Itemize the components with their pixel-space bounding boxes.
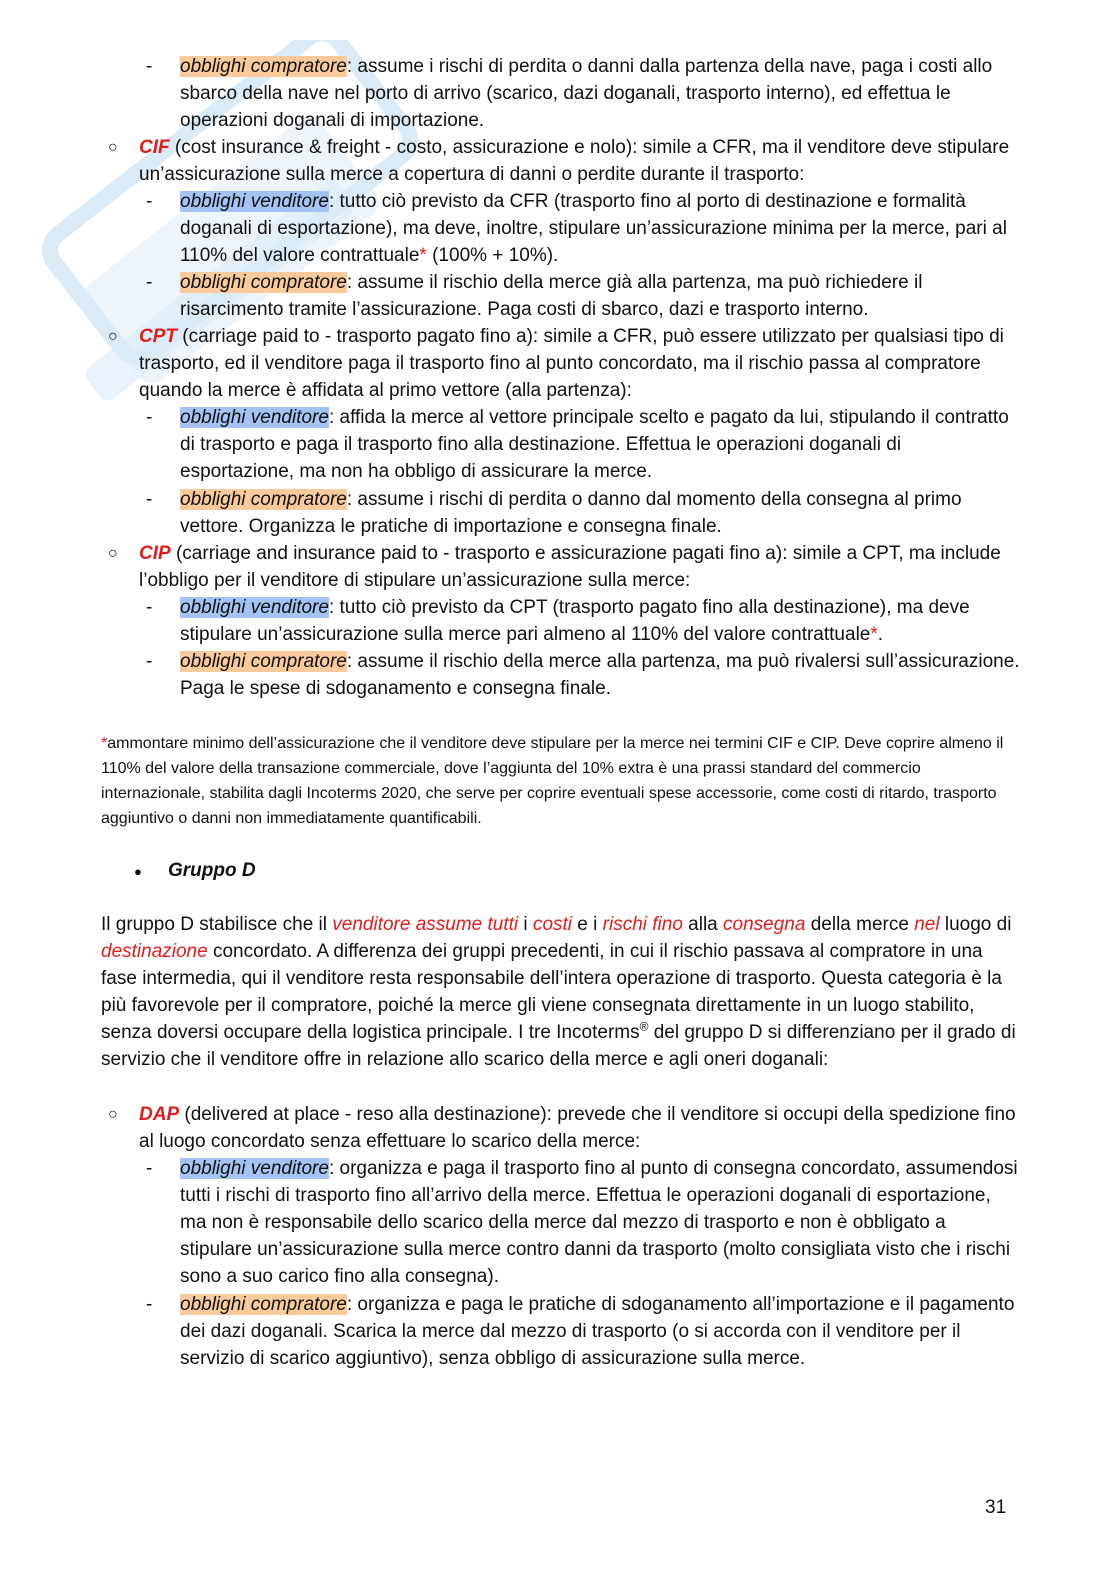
dash-bullet: - bbox=[146, 272, 153, 293]
cpt-buyer-item: obblighi compratore: assume i rischi di perdita o danno dal momento della consegna al primo vettore. Organizza le pratiche di importazione e consegna finale. bbox=[180, 489, 962, 537]
footnote-marker: * bbox=[870, 624, 878, 645]
dash-bullet: - bbox=[146, 651, 153, 672]
dash-bullet: - bbox=[146, 1158, 153, 1179]
seller-label: obblighi venditore bbox=[180, 407, 329, 428]
dash-bullet: - bbox=[146, 191, 153, 212]
cpt-code: CPT bbox=[139, 326, 177, 347]
cip-item: CIP (carriage and insurance paid to - trasporto e assicurazione pagati fino a): simile a CPT, ma include l’obbligo per il venditore di stipulare un’assicurazione sulla merce: bbox=[139, 543, 1001, 591]
cip-seller-item: obblighi venditore: tutto ciò previsto da CPT (trasporto pagato fino alla destinazione), ma deve stipulare un’assicurazione sulla merce pari almeno al 110% del valore contrattuale*. bbox=[180, 597, 970, 645]
group-d-heading: Gruppo D bbox=[168, 860, 256, 881]
cfr-buyer-item: obblighi compratore: assume i rischi di perdita o danni dalla partenza della nave, paga i costi allo sbarco della nave nel porto di arrivo (scarico, dazi doganali, trasporto interno), ed effettua le operazioni doganali di importazione. bbox=[180, 56, 993, 131]
cif-item: CIF (cost insurance & freight - costo, assicurazione e nolo): simile a CFR, ma il venditore deve stipulare un’assicurazione sulla merce a copertura di danni o perdite durante il trasporto: bbox=[139, 137, 1010, 185]
buyer-label: obblighi compratore bbox=[180, 272, 347, 293]
dap-seller-item: obblighi venditore: organizza e paga il trasporto fino al punto di consegna concordato, assumendosi tutti i rischi di trasporto fino all’arrivo della merce. Effettua le operazioni doganali di esportazione, ma non è responsabile dello scarico della merce dal mezzo di trasporto e non è obbligato a stipulare un’assicurazione sulla merce contro danni da trasporto (molto consigliata visto che i rischi sono a suo carico fino alla consegna). bbox=[180, 1158, 1018, 1287]
circle-bullet: ○ bbox=[108, 545, 118, 562]
dap-code: DAP bbox=[139, 1104, 180, 1125]
cip-code: CIP bbox=[139, 543, 171, 564]
circle-bullet: ○ bbox=[108, 139, 118, 156]
buyer-label: obblighi compratore bbox=[180, 1294, 347, 1315]
dash-bullet: - bbox=[146, 489, 153, 510]
circle-bullet: ○ bbox=[108, 1106, 118, 1123]
dash-bullet: - bbox=[146, 1294, 153, 1315]
dap-buyer-item: obblighi compratore: organizza e paga le pratiche di sdoganamento all’importazione e il pagamento dei dazi doganali. Scarica la merce dal mezzo di trasporto (o si accorda con il venditore per il servizio di scarico aggiuntivo), senza obbligo di assicurazione sulla merce. bbox=[180, 1294, 1015, 1369]
cif-code: CIF bbox=[139, 137, 170, 158]
group-d-paragraph: Il gruppo D stabilisce che il venditore assume tutti i costi e i rischi fino alla consegna della merce nel luogo di destinazione concordato. A differenza dei gruppi precedenti, in cui il rischio passava al compratore in una fase intermedia, qui il venditore resta responsabile dell’intera operazione di trasporto. Questa categoria è la più favorevole per il compratore, poiché la merce gli viene consegnata direttamente in un luogo stabilito, senza doversi occupare della logistica principale. I tre Incoterms® del gruppo D si differenziano per il grado di servizio che il venditore offre in relazione allo scarico della merce e agli oneri doganali: bbox=[101, 914, 1016, 1070]
dash-bullet: - bbox=[146, 56, 153, 77]
seller-label: obblighi venditore bbox=[180, 191, 329, 212]
cpt-item: CPT (carriage paid to - trasporto pagato fino a): simile a CFR, può essere utilizzato per qualsiasi tipo di trasporto, ed il venditore paga il trasporto fino al punto concordato, ma il rischio passa al compratore quando la merce è affidata al primo vettore (alla partenza): bbox=[139, 326, 1004, 401]
filled-bullet: ● bbox=[134, 864, 142, 879]
footnote: *ammontare minimo dell’assicurazione che il venditore deve stipulare per la merce nei termini CIF e CIP. Deve coprire almeno il 110% del valore della transazione commerciale, dove l’aggiunta del 10% extra è una prassi standard del commercio internazionale, stabilita dagli Incoterms 2020, che serve per coprire eventuali spese accessorie, come costi di ritardo, trasporto aggiuntivo o danni non immediatamente quantificabili. bbox=[101, 735, 1004, 827]
dash-bullet: - bbox=[146, 597, 153, 618]
footnote-marker: * bbox=[101, 735, 108, 752]
dash-bullet: - bbox=[146, 407, 153, 428]
seller-label: obblighi venditore bbox=[180, 597, 329, 618]
circle-bullet: ○ bbox=[108, 328, 118, 345]
buyer-label: obblighi compratore bbox=[180, 489, 347, 510]
buyer-label: obblighi compratore bbox=[180, 56, 347, 77]
cif-seller-item: obblighi venditore: tutto ciò previsto da CFR (trasporto fino al porto di destinazione e formalità doganali di esportazione), ma deve, inoltre, stipulare un’assicurazione minima per la merce, pari al 110% del valore contrattuale* (100% + 10%). bbox=[180, 191, 1007, 266]
footnote-marker: * bbox=[419, 245, 427, 266]
page-number: 31 bbox=[985, 1497, 1007, 1518]
seller-label: obblighi venditore bbox=[180, 1158, 329, 1179]
buyer-label: obblighi compratore bbox=[180, 651, 347, 672]
cip-buyer-item: obblighi compratore: assume il rischio della merce alla partenza, ma può rivalersi sull’assicurazione. Paga le spese di sdoganamento e consegna finale. bbox=[180, 651, 1020, 699]
dap-item: DAP (delivered at place - reso alla destinazione): prevede che il venditore si occupi della spedizione fino al luogo concordato senza effettuare lo scarico della merce: bbox=[139, 1104, 1016, 1152]
cif-buyer-item: obblighi compratore: assume il rischio della merce già alla partenza, ma può richiedere il risarcimento tramite l’assicurazione. Paga costi di sbarco, dazi e trasporto interno. bbox=[180, 272, 923, 320]
cpt-seller-item: obblighi venditore: affida la merce al vettore principale scelto e pagato da lui, stipulando il contratto di trasporto e paga il trasporto fino alla destinazione. Effettua le operazioni doganali di esportazione, ma non ha obbligo di assicurare la merce. bbox=[180, 407, 1009, 482]
